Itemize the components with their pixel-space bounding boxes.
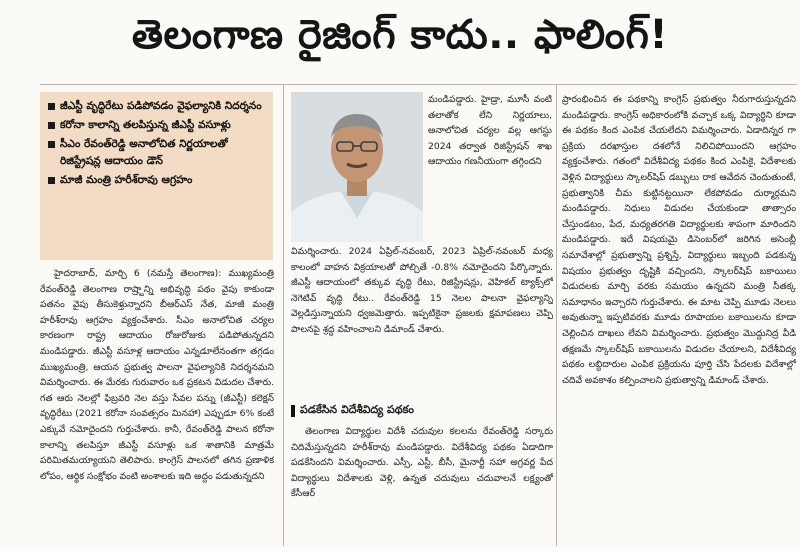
paragraph: హైదరాబాద్, మార్చి 6 (నమస్తే తెలంగాణ): ముఖ్యమంత్రి రేవంత్‌రెడ్డి తెలంగాణ రాష్ర్టాన్ని అభివృద్ధి పథం వైపు కాకుండా పతనం వైపు తీసుకెళ్తున్నారని బీఆర్‌ఎస్ నేత, మాజీ మంత్రి హరీశ్‌రావు ఆగ్రహం వ్యక్తంచేశారు. సీఎం అనాలోచిత చర్యల కారణంగా రాష్ట్ర ఆదాయం రోజురోజుకు పడిపోతున్నదని మండిపడ్డారు. జీఎస్టీ వసూళ్ల ఆదాయం ఎన్నడూలేనంతగా తగ్గడం ముఖ్యమంత్రి, ఆయన ప్రభుత్వ పాలనా వైఫల్యానికి నిదర్శనమని విమర్శించారు. ఈ మేరకు గురువారం ఒక ప్రకటన విడుదల చేశారు. గత ఆరు నెలల్లో ఫిబ్రవరి నెల వస్తు సేవల పన్ను (జీఎస్టీ) కలెక్షన్ వృద్ధిరేటు (2021 కరోనా సంవత్సరం మినహా) ఎప్పుడూ 6% కంటే ఎక్కువే నమోదైందని గుర్తుచేశారు. కానీ, రేవంత్‌రెడ్డి పాలన కరోనా కాలాన్ని తలపిస్తూ జీఎస్టీ వసూళ్లు ఒక శాతానికి మాత్రమే పరిమితమయ్యాయని తెలిపారు. కాంగ్రెస్ పాలనలో తగిన ప్రణాళిక లోపం, ఆర్థిక సంక్షోభం వంటి అంశాలకు ఇది అద్దం పడుతున్నదని bbox=[40, 268, 274, 482]
paragraph: విమర్శించారు. 2024 ఏప్రిల్-నవంబర్, 2023 ఏప్రిల్-నవంబర్ మధ్య కాలంలో వాహన విక్రయాలతో పోల్చితే -0.8% నమోదైందని పేర్కొన్నారు. జీఎస్టీ ఆదాయంలో తక్కువ వృద్ధి రేటు, రిజిస్ట్రేషన్లు, వెహికల్ ట్యాక్స్‌లో నెగెటివ్ వృద్ధి రేటు.. రేవంత్‌రెడ్డి 15 నెలల పాలనా వైఫల్యాన్ని వెల్లడిస్తున్నాయని ధ్వజమెత్తారు. ఇప్పటికైనా ప్రజలకు క్షమాపణలు చెప్పి పాలనపై శ్రద్ధ వహించాలని డిమాండ్ చేశారు. bbox=[291, 246, 553, 335]
subheading-marker-icon bbox=[291, 405, 295, 417]
article-column-1 bbox=[40, 266, 274, 546]
highlight-item bbox=[48, 136, 267, 170]
portrait-photo bbox=[291, 92, 423, 242]
highlight-text: కరోనా కాలాన్ని తలపిస్తున్న జీఎస్టీ వసూళ్లు bbox=[60, 119, 231, 131]
square-bullet-icon bbox=[48, 141, 55, 148]
article-column-2-top bbox=[428, 92, 552, 244]
highlight-text: మాజీ మంత్రి హరీశ్‌రావు ఆగ్రహం bbox=[60, 174, 193, 186]
square-bullet-icon bbox=[48, 122, 55, 129]
highlight-item bbox=[48, 98, 267, 115]
highlight-text: జీఎస్టీ వృద్ధిరేటు పడిపోవడం వైఫల్యానికి నిదర్శనం bbox=[60, 100, 262, 112]
person-portrait-icon bbox=[291, 92, 423, 242]
column-divider-2 bbox=[556, 84, 557, 546]
article-column-3 bbox=[562, 92, 796, 546]
subheading bbox=[291, 401, 553, 421]
paragraph: తెలంగాణ విద్యార్థుల విదేశీ చదువుల కలలను రేవంత్‌రెడ్డి సర్కారు చిదిమేస్తున్నదని హరీశ్‌రావు మండిపడ్డారు. విదేశీవిద్య పథకం ఏడాదిగా పడకేసిందని విమర్శించారు. ఎస్సీ, ఎస్టీ, బీసీ, మైనార్టీ సహా అగ్రవర్ణ పేద విద్యార్థులు విదేశాలకు వెళ్లి, ఉన్నత చదువులు చదువాలనే లక్ష్యంతో కేసీఆర్ bbox=[291, 426, 553, 500]
highlight-item bbox=[48, 117, 267, 134]
highlight-item bbox=[48, 172, 267, 189]
square-bullet-icon bbox=[48, 103, 55, 110]
divider-top bbox=[40, 84, 797, 85]
paragraph: మండిపడ్డారు. హైడ్రా, మూసీ వంటి తలాతోక లేని నిర్ణయాలు, అనాలోచిత చర్యల వల్ల ఆగస్టు 2024 తర్వాత రిజిస్ట్రేషన్ శాఖ ఆదాయం గణనీయంగా తగ్గిందని bbox=[428, 94, 552, 168]
headline: తెలంగాణ రైజింగ్ కాదు.. ఫాలింగ్! bbox=[131, 12, 669, 58]
subheading-text: పడకేసిన విదేశీవిద్య పథకం bbox=[300, 403, 414, 416]
highlight-text: సీఎం రేవంత్‌రెడ్డి అనాలోచిత నిర్ణయాలతో రిజిస్ట్రేషన్ల ఆదాయం డౌన్ bbox=[60, 138, 228, 167]
square-bullet-icon bbox=[48, 177, 55, 184]
article-column-2-tail bbox=[291, 424, 553, 546]
article-column-2-body bbox=[291, 244, 553, 374]
column-divider-1 bbox=[283, 84, 284, 546]
highlights-box bbox=[40, 92, 273, 260]
paragraph: ప్రారంభించిన ఈ పథకాన్ని కాంగ్రెస్ ప్రభుత్వం నీరుగారుస్తున్నదని మండిపడ్డారు. కాంగ్రెస్ అధికారంలోకి వచ్చాక ఒక్క విద్యార్థిని కూడా ఈ పథకం కింద ఎంపిక చేయలేదని విమర్శించారు. ఏడాదిన్నర గా ప్రక్రియ దరఖాస్తుల దశలోనే నిలిచిపోయిందని ఆగ్రహం వ్యక్తంచేశారు. గతంలో విదేశీవిద్య పథకం కింద ఎంపికై, విదేశాలకు వెళ్లిన విద్యార్థులు స్కాలర్‌షిప్ డబ్బులు రాక ఆవేదన చెందుతుంటే, ప్రభుత్వానికి చీమ కుట్టినట్టయినా లేకపోవడం దుర్మార్గమని మండిపడ్డారు. నిధులు విడుదల చేయకుండా తాత్సారం చేస్తుండటం, పేద, మధ్యతరగతి విద్యార్థులకు శాపంగా మారిందని మండిపడ్డారు. ఇదే విషయమై డిసెంబర్‌లో జరిగిన అసెంబ్లీ సమావేశాల్లో ప్రభుత్వాన్ని ప్రశ్నిస్తే, విద్యార్థులు ఇబ్బంది పడకున్న విషయం ప్రభుత్వం దృష్టికి వచ్చిందని, స్కాలర్‌షిప్ బకాయిలు విడుదలకు మార్చి వరకు సమయం ఉన్నదని మంత్రి సీతక్క సమాధానం ఇచ్చారని గుర్తుచేశారు. ఈ మాట చెప్పి మూడు నెలలు అవుతున్నా ఇప్పటివరకు మూడు రూపాయల బకాయిలను కూడా చెల్లించిన దాఖలు లేవని విమర్శించారు. ప్రభుత్వం మొద్దునిద్ర వీడి తక్షణమే స్కాలర్‌షిప్ బకాయిలను విడుదల చేయాలని, విదేశీవిద్య పథకం లబ్ధిదారుల ఎంపిక ప్రక్రియను పూర్తి చేసి పేదలకు విదేశాల్లో చదివే అవకాశం కల్పించాలని ప్రభుత్వాన్ని డిమాండ్ చేశారు. bbox=[562, 94, 796, 386]
